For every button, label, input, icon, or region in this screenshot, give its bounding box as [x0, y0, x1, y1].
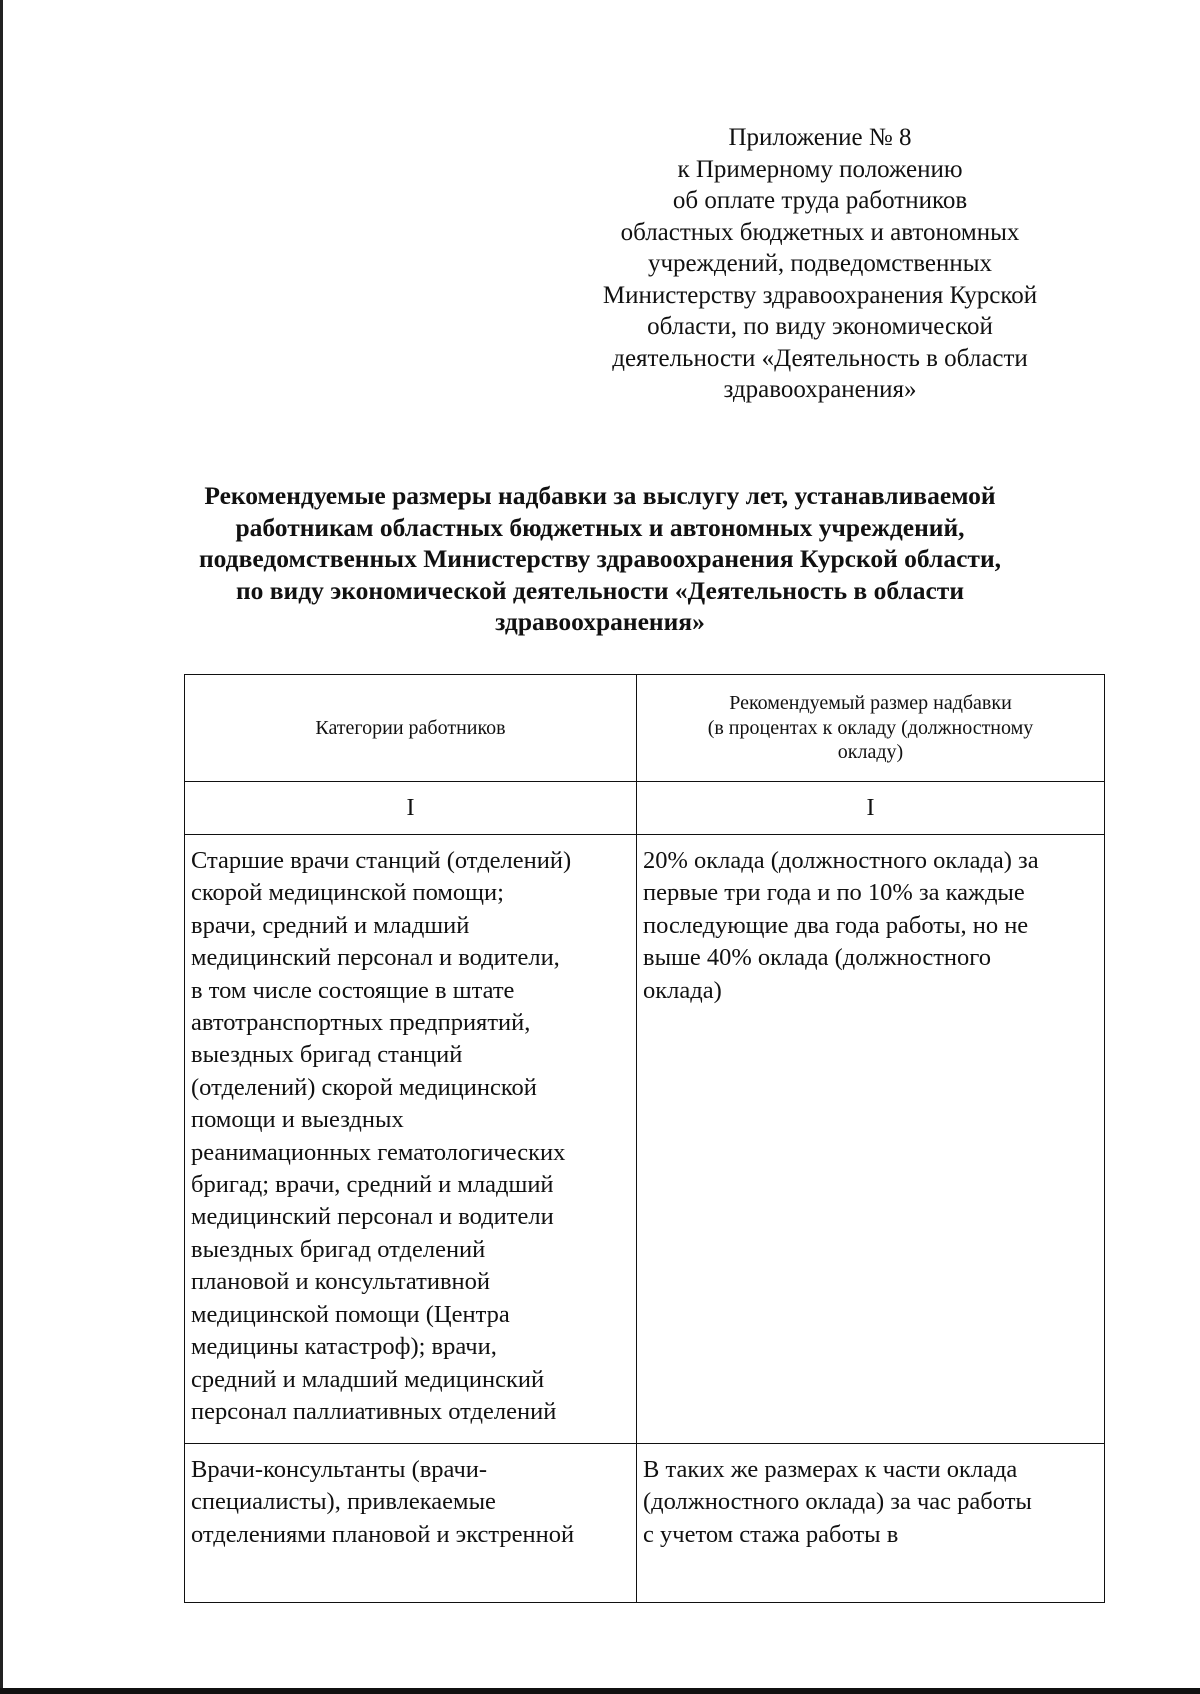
cell-line: Старшие врачи станций (отделений)	[191, 847, 572, 874]
table-row	[185, 1444, 1105, 1603]
title-line: Рекомендуемые размеры надбавки за выслугу лет, устанавливаемой	[204, 481, 996, 510]
cell-line: скорой медицинской помощи;	[191, 879, 504, 907]
header-size-line: (в процентах к окладу (должностному	[707, 716, 1034, 739]
table-row	[185, 835, 1105, 1444]
header-size-line: Рекомендуемый размер надбавки	[729, 692, 1012, 715]
header-categories-label: Категории работников	[315, 716, 506, 739]
cell-line: 20% оклада (должностного оклада) за	[643, 847, 1039, 874]
document-title	[150, 480, 1050, 638]
header-allowance-size	[637, 675, 1105, 782]
scan-border-left	[0, 0, 3, 1694]
header-categories	[185, 675, 637, 782]
cell-line: оклада)	[643, 976, 722, 1004]
row-category-cell	[185, 1444, 637, 1603]
cell-line: бригад; врачи, средний и младший	[191, 1171, 554, 1199]
cell-line: с учетом стажа работы в	[643, 1520, 899, 1548]
appendix-line: Приложение № 8	[728, 124, 912, 151]
allowance-table	[184, 674, 1105, 1603]
cell-line: помощи и выездных	[191, 1106, 404, 1134]
cell-line: врачи, средний и младший	[191, 911, 470, 939]
cell-line: медицинский персонал и водители,	[191, 944, 560, 972]
row-size-cell	[637, 1444, 1105, 1603]
scan-border-bottom	[0, 1688, 1200, 1694]
appendix-line: деятельности «Деятельность в области	[612, 344, 1028, 372]
cell-line: первые три года и по 10% за каждые	[643, 879, 1025, 907]
cell-line: выше 40% оклада (должностного	[643, 944, 991, 972]
cell-line: медицины катастроф); врачи,	[191, 1333, 497, 1361]
row-size-cell	[637, 835, 1105, 1444]
row-category-cell	[185, 835, 637, 1444]
cell-line: персонал паллиативных отделений	[191, 1397, 557, 1425]
title-line: подведомственных Министерству здравоохранения Курской области,	[198, 544, 1002, 573]
cell-line: последующие два года работы, но не	[643, 911, 1029, 939]
cell-line: в том числе состоящие в штате	[191, 976, 515, 1004]
cell-line: Врачи-консультанты (врачи-	[191, 1456, 488, 1483]
cell-line: средний и младший медицинский	[191, 1365, 545, 1393]
title-line: работникам областных бюджетных и автономных учреждений,	[235, 512, 965, 542]
cell-line: автотранспортных предприятий,	[191, 1009, 531, 1037]
appendix-header	[560, 122, 1080, 406]
cell-line: медицинский персонал и водители	[191, 1203, 554, 1231]
appendix-line: здравоохранения»	[723, 376, 917, 403]
appendix-line: Министерству здравоохранения Курской	[602, 281, 1038, 309]
numbering-col2: I	[637, 782, 1105, 835]
cell-line: специалисты), привлекаемые	[191, 1488, 496, 1516]
cell-line: плановой и консультативной	[191, 1268, 491, 1296]
cell-line: реанимационных гематологических	[191, 1138, 566, 1166]
appendix-line: к Примерному положению	[677, 155, 963, 183]
appendix-line: учреждений, подведомственных	[647, 250, 993, 277]
title-line: по виду экономической деятельности «Деятельность в области	[235, 575, 965, 605]
appendix-line: областных бюджетных и автономных	[620, 218, 1020, 246]
cell-line: В таких же размерах к части оклада	[643, 1456, 1018, 1483]
numbering-col1: I	[185, 782, 637, 835]
appendix-line: области, по виду экономической	[647, 313, 993, 340]
table-numbering-row	[185, 782, 1105, 835]
appendix-line: об оплате труда работников	[672, 187, 968, 214]
cell-line: выездных бригад станций	[191, 1041, 463, 1069]
cell-line: (отделений) скорой медицинской	[191, 1073, 537, 1101]
cell-line: медицинской помощи (Центра	[191, 1300, 510, 1328]
cell-line: (должностного оклада) за час работы	[643, 1488, 1032, 1516]
table-header-row	[185, 675, 1105, 782]
header-size-line: окладу)	[837, 741, 904, 764]
cell-line: отделениями плановой и экстренной	[191, 1520, 575, 1548]
title-line: здравоохранения»	[495, 607, 705, 636]
cell-line: выездных бригад отделений	[191, 1235, 486, 1263]
